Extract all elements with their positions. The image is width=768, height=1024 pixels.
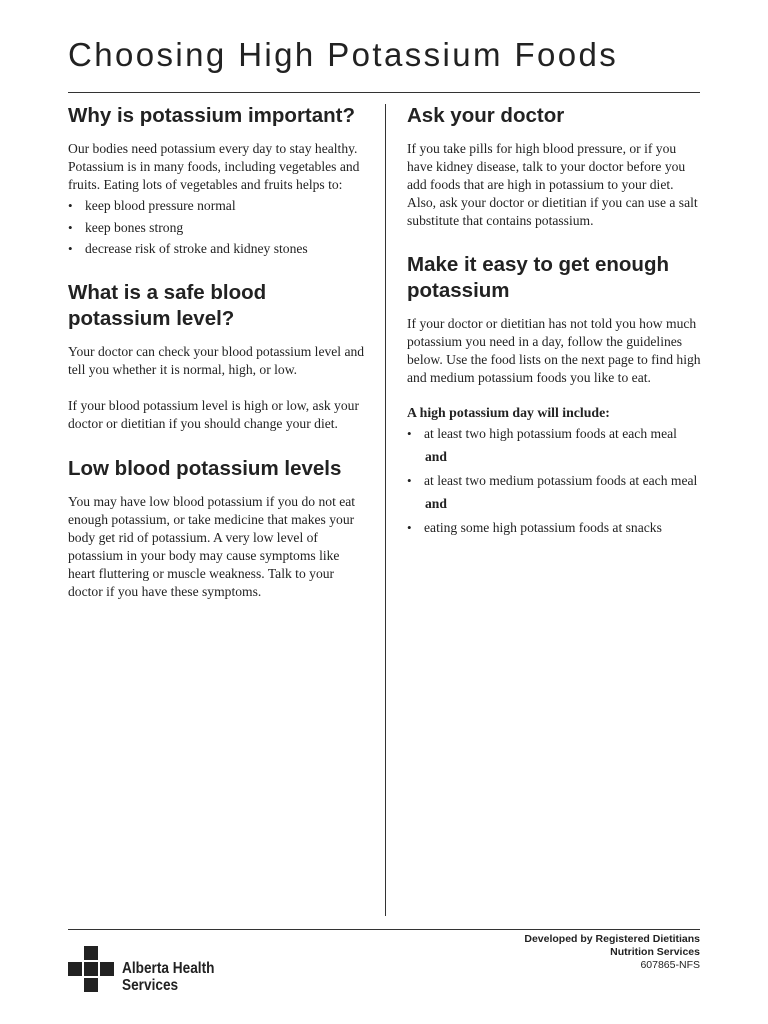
section-why-potassium [68, 103, 368, 258]
bullet-icon: • [68, 219, 73, 235]
section-safe-level [68, 280, 368, 433]
and-connector: and [425, 449, 447, 464]
title-rule [68, 92, 700, 93]
list-item: • keep blood pressure normal [68, 198, 236, 213]
section-paragraph: If your doctor or dietitian has not told you how much potassium you need in a day, follow the guidelines below. Use the food lists on the next page to find high and medium potassium foods you like to eat. [407, 316, 701, 385]
list-item: • at least two medium potassium foods at each meal [407, 473, 698, 488]
section-paragraph: Your doctor can check your blood potassium level and tell you whether it is normal, high, or low. [68, 344, 365, 377]
footer-rule [68, 929, 700, 930]
high-potassium-day-list [407, 519, 705, 537]
bullet-icon: • [407, 520, 412, 535]
section-heading: Low blood potassium levels [68, 457, 342, 480]
section-paragraph: If you take pills for high blood pressure, or if you have kidney disease, talk to your doctor before you add foods that are high in potassium to your diet. Also, ask your doctor or dietitian if you can use a salt substitute that contains potassium. [407, 141, 698, 228]
column-divider [385, 104, 386, 916]
section-heading: Why is potassium important? [68, 104, 356, 127]
section-heading: Make it easy to get enough potassium [407, 253, 669, 302]
footer-developed-by: Developed by Registered Dietitians [524, 933, 700, 945]
list-subheading: A high potassium day will include: [407, 405, 610, 420]
section-heading: What is a safe blood potassium level? [68, 281, 267, 330]
list-item: • decrease risk of stroke and kidney stones [68, 241, 308, 256]
page-title: Choosing High Potassium Foods [68, 36, 619, 73]
section-paragraph: Our bodies need potassium every day to stay healthy. Potassium is in many foods, including vegetables and fruits. Eating lots of vegetables and fruits helps to: [68, 141, 360, 192]
bullet-icon: • [68, 241, 73, 256]
list-item: • eating some high potassium foods at snacks [407, 520, 662, 535]
right-column [407, 103, 705, 542]
list-item: • at least two high potassium foods at each meal [407, 426, 677, 441]
bullet-icon: • [407, 473, 412, 488]
bullet-icon: • [407, 426, 412, 441]
high-potassium-day-list [407, 472, 705, 490]
high-potassium-day-list [407, 425, 705, 443]
section-ask-doctor [407, 103, 705, 230]
left-column [68, 103, 368, 601]
bullet-icon: • [68, 198, 73, 213]
footer-document-code: 607865-NFS [640, 959, 700, 971]
section-low-potassium [68, 456, 368, 601]
benefit-list [68, 197, 368, 258]
footer-department: Nutrition Services [610, 946, 700, 958]
org-name: Alberta Health Services [122, 960, 215, 994]
section-paragraph: If your blood potassium level is high or low, ask your doctor or dietitian if you should change your diet. [68, 398, 359, 431]
section-enough-potassium [407, 252, 705, 537]
footer-credits [524, 933, 700, 972]
section-paragraph: You may have low blood potassium if you do not eat enough potassium, or take medicine that makes your body get rid of potassium. A very low level of potassium in your body may cause symptoms like heart fluttering or muscle weakness. Talk to your doctor if you have these symptoms. [68, 494, 356, 599]
list-item: • keep bones strong [68, 219, 184, 235]
alberta-health-services-logo-icon [68, 946, 114, 992]
and-connector: and [425, 496, 447, 511]
section-heading: Ask your doctor [407, 104, 565, 127]
